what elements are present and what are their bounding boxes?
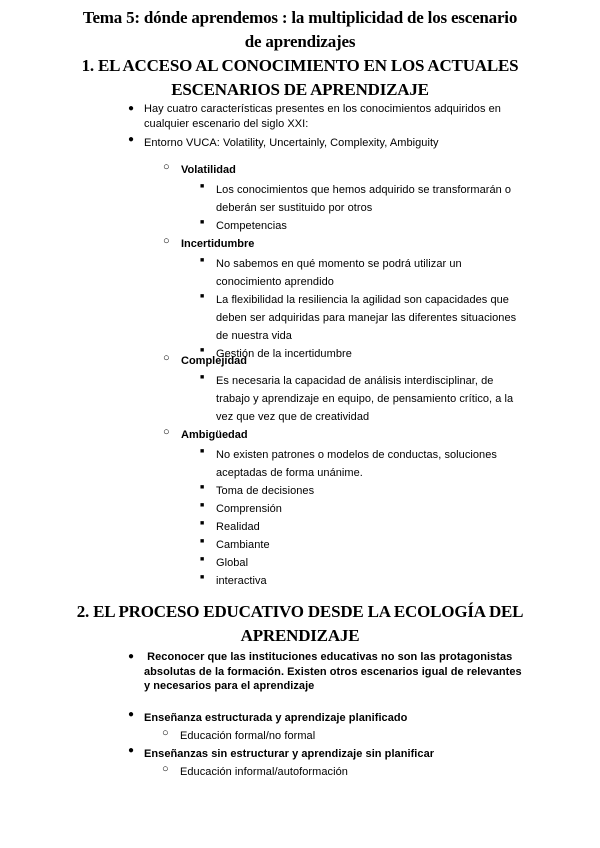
circle-bullet-icon: ○ bbox=[163, 161, 170, 173]
square-bullet-icon: ■ bbox=[200, 257, 205, 264]
square-bullet-icon: ■ bbox=[200, 574, 205, 581]
square-bullet-icon: ■ bbox=[200, 448, 205, 455]
bullet-icon: ● bbox=[128, 134, 135, 146]
list-item: ● Enseñanza estructurada y aprendizaje planificado ○ Educación formal/no formal bbox=[128, 709, 408, 742]
square-bullet-icon: ■ bbox=[200, 219, 205, 226]
group-title: Volatilidad bbox=[181, 164, 236, 176]
group-complejidad bbox=[163, 351, 521, 425]
circle-bullet-icon: ○ bbox=[163, 352, 170, 364]
list-item: ● Enseñanzas sin estructurar y aprendizaje sin planificar ○ Educación informal/autoformación bbox=[128, 745, 435, 778]
sub-list bbox=[200, 445, 521, 589]
list-item: ■ No sabemos en qué momento se podrá utilizar un conocimiento aprendido bbox=[216, 254, 521, 290]
circle-bullet-icon: ○ bbox=[163, 426, 170, 438]
group-title: Incertidumbre bbox=[181, 238, 255, 250]
square-bullet-icon: ■ bbox=[200, 520, 205, 527]
page-title: Tema 5: dónde aprendemos : la multiplicidad de los escenario de aprendizajes bbox=[82, 8, 518, 51]
section-2-bullet-list bbox=[128, 708, 544, 780]
list-item: ■ Toma de decisiones bbox=[216, 481, 521, 499]
list-item: ■ Es necesaria la capacidad de análisis interdisciplinar, de trabajo y aprendizaje en equipo, de pensamiento crítico, a la vez que vez que de creatividad bbox=[216, 371, 521, 425]
list-item: ■ Comprensión bbox=[216, 499, 521, 517]
square-bullet-icon: ■ bbox=[200, 374, 205, 381]
list-item: ■ Gestión de la incertidumbre bbox=[216, 344, 521, 362]
bullet-icon: ● bbox=[128, 651, 135, 662]
group-volatilidad bbox=[163, 160, 521, 234]
group-ambiguedad bbox=[163, 425, 521, 589]
group-title: Ambigüedad bbox=[181, 429, 248, 441]
circle-bullet-icon: ○ bbox=[162, 727, 169, 739]
group-incertidumbre bbox=[163, 234, 521, 362]
bullet-icon: ● bbox=[128, 103, 135, 114]
circle-bullet-icon: ○ bbox=[163, 235, 170, 247]
square-bullet-icon: ■ bbox=[200, 293, 205, 300]
square-bullet-icon: ■ bbox=[200, 538, 205, 545]
sub-list bbox=[200, 254, 521, 362]
sub-list bbox=[200, 371, 521, 425]
list-item: ■ La flexibilidad la resiliencia la agilidad son capacidades que deben ser adquiridas para manejar las diferentes situaciones de nuestra vida bbox=[216, 290, 521, 344]
square-bullet-icon: ■ bbox=[200, 502, 205, 509]
bullet-icon: ● bbox=[128, 745, 135, 756]
list-item: ■ Competencias bbox=[216, 216, 521, 234]
list-item: ■ Los conocimientos que hemos adquirido se transformarán o deberán ser sustituido por otros bbox=[216, 180, 521, 216]
list-item: ■ interactiva bbox=[216, 571, 521, 589]
list-item: ■ Global bbox=[216, 553, 521, 571]
square-bullet-icon: ■ bbox=[200, 556, 205, 563]
section-1-heading: 1. EL ACCESO AL CONOCIMIENTO EN LOS ACTUALES ESCENARIOS DE APRENDIZAJE bbox=[81, 56, 519, 99]
list-item: ■ Cambiante bbox=[216, 535, 521, 553]
section-1-bullet-list bbox=[128, 102, 524, 151]
section-2-intro-list bbox=[128, 650, 529, 694]
list-item: ● Hay cuatro características presentes en los conocimientos adquiridos en cualquier escenario del siglo XXI: bbox=[128, 103, 501, 130]
list-item: ● Entorno VUCA: Volatility, Uncertainly, Complexity, Ambiguity bbox=[128, 134, 439, 150]
list-item: ● Reconocer que las instituciones educativas no son las protagonistas absolutas de la formación. Existen otros escenarios igual de relevantes y necesarios para el aprendizaje bbox=[128, 651, 525, 693]
sub-list bbox=[200, 180, 521, 234]
section-2-heading: 2. EL PROCESO EDUCATIVO DESDE LA ECOLOGÍA DEL APRENDIZAJE bbox=[76, 602, 524, 645]
square-bullet-icon: ■ bbox=[200, 484, 205, 491]
list-item: ■ Realidad bbox=[216, 517, 521, 535]
square-bullet-icon: ■ bbox=[200, 347, 205, 354]
list-item: ■ No existen patrones o modelos de conductas, soluciones aceptadas de forma unánime. bbox=[216, 445, 521, 481]
circle-bullet-icon: ○ bbox=[162, 763, 169, 775]
square-bullet-icon: ■ bbox=[200, 183, 205, 190]
group-title: Complejidad bbox=[181, 355, 248, 367]
bullet-icon: ● bbox=[128, 709, 135, 720]
